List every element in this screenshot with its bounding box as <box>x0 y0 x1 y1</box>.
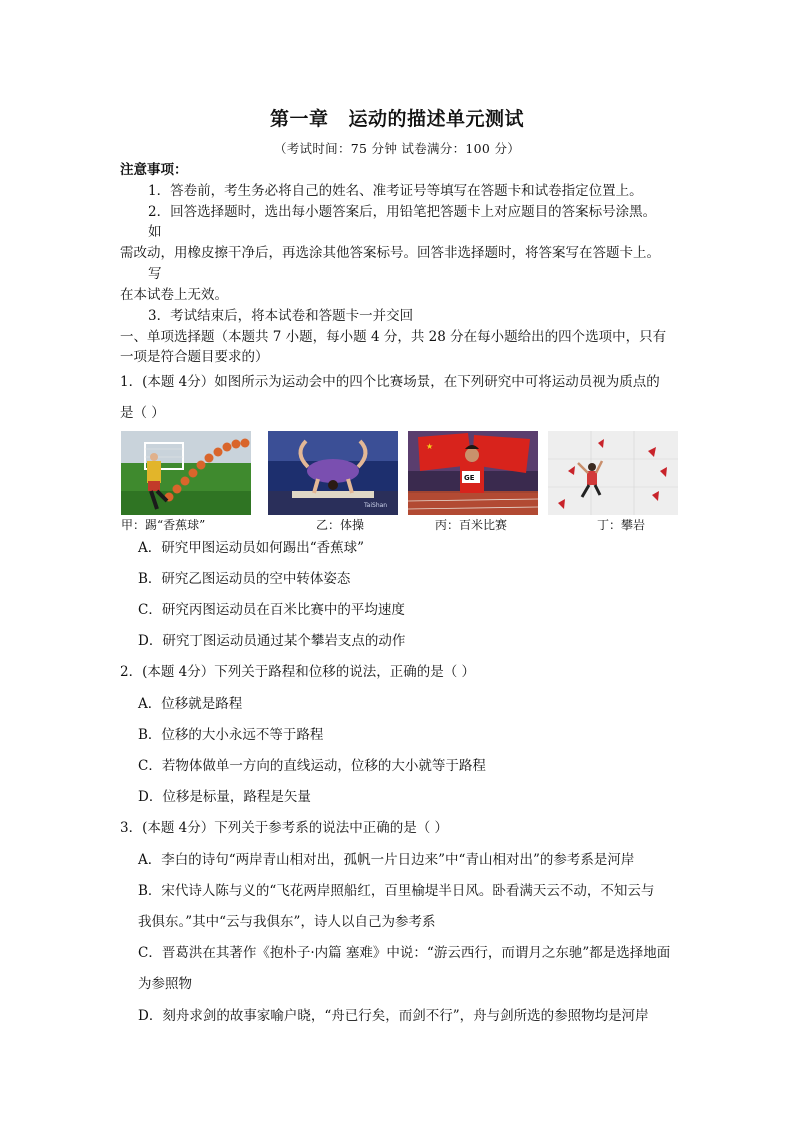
q2-stem: 2．(本题 4分）下列关于路程和位移的说法，正确的是（ ） <box>120 664 476 680</box>
photo-gymnastics <box>268 431 398 515</box>
note-2-line-5: 在本试卷上无效。 <box>120 287 228 303</box>
note-2-line-3: 需改动，用橡皮擦干净后，再选涂其他答案标号。回答非选择题时，将答案写在答题卡上。 <box>120 245 660 261</box>
note-2-line-2: 如 <box>148 224 162 240</box>
caption-yi: 乙：体操 <box>316 518 365 532</box>
page-title <box>0 104 794 131</box>
note-2-line-1: 2．回答选择题时，选出每小题答案后，用铅笔把答题卡上对应题目的答案标号涂黑。 <box>148 204 657 220</box>
title-chapter: 第一章 <box>269 108 329 130</box>
q1-option-a: A．研究甲图运动员如何踢出“香蕉球” <box>138 540 365 556</box>
q3-option-c-line-2: 为参照物 <box>138 976 192 992</box>
note-1: 1．答卷前，考生务必将自己的姓名、准考证号等填写在答题卡和试卷指定位置上。 <box>148 183 643 199</box>
title-topic: 运动的描述单元测试 <box>348 108 525 130</box>
q2-option-a: A．位移就是路程 <box>138 696 243 712</box>
q1-stem-line-1: 1．(本题 4分）如图所示为运动会中的四个比赛场景，在下列研究中可将运动员视为质点的 <box>120 374 660 390</box>
section-1-heading-line-1: 一、单项选择题（本题共 7 小题，每小题 4 分，共 28 分在每小题给出的四个选项中，只有 <box>120 329 667 345</box>
q1-stem-line-2: 是（ ） <box>120 405 165 421</box>
photo-sprint <box>408 431 538 515</box>
q1-option-c: C．研究丙图运动员在百米比赛中的平均速度 <box>138 602 405 618</box>
section-1-heading-line-2: 一项是符合题目要求的） <box>120 349 269 365</box>
bib-text: GE <box>464 474 475 482</box>
q3-option-b-line-2: 我俱东。”其中“云与我俱东”，诗人以自己为参考系 <box>138 914 436 930</box>
exam-info: （考试时间：75 分钟 试卷满分：100 分） <box>273 141 521 156</box>
q3-option-b-line-1: B．宋代诗人陈与义的“飞花两岸照船红，百里榆堤半日风。卧看满天云不动，不知云与 <box>138 883 655 899</box>
q3-option-a: A．李白的诗句“两岸青山相对出，孤帆一片日边来”中“青山相对出”的参考系是河岸 <box>138 852 635 868</box>
q3-option-c-line-1: C．晋葛洪在其著作《抱朴子·内篇 塞难》中说：“游云西行，而谓月之东驰”都是选择地面 <box>138 945 671 961</box>
caption-ding: 丁：攀岩 <box>597 518 646 532</box>
q2-option-b: B．位移的大小永远不等于路程 <box>138 727 324 743</box>
photo-banana-kick <box>121 431 251 515</box>
q3-option-d: D．刻舟求剑的故事家喻户晓，“舟已行矣，而剑不行”，舟与剑所选的参照物均是河岸 <box>138 1008 649 1024</box>
caption-bing: 丙：百米比赛 <box>435 518 508 532</box>
svg-text:★: ★ <box>426 442 434 451</box>
note-2-line-4: 写 <box>148 266 162 282</box>
q2-option-d: D．位移是标量，路程是矢量 <box>138 789 311 805</box>
notes-heading: 注意事项： <box>120 162 188 178</box>
q1-option-d: D．研究丁图运动员通过某个攀岩支点的动作 <box>138 633 406 649</box>
q3-stem: 3．(本题 4分）下列关于参考系的说法中正确的是（ ） <box>120 820 449 836</box>
photo-climbing <box>548 431 678 515</box>
caption-jia: 甲：踢“香蕉球” <box>121 518 206 532</box>
q2-option-c: C．若物体做单一方向的直线运动，位移的大小就等于路程 <box>138 758 486 774</box>
svg-text:TaiShan: TaiShan <box>364 502 388 509</box>
q1-option-b: B．研究乙图运动员的空中转体姿态 <box>138 571 351 587</box>
note-3: 3．考试结束后，将本试卷和答题卡一并交回 <box>148 308 414 324</box>
